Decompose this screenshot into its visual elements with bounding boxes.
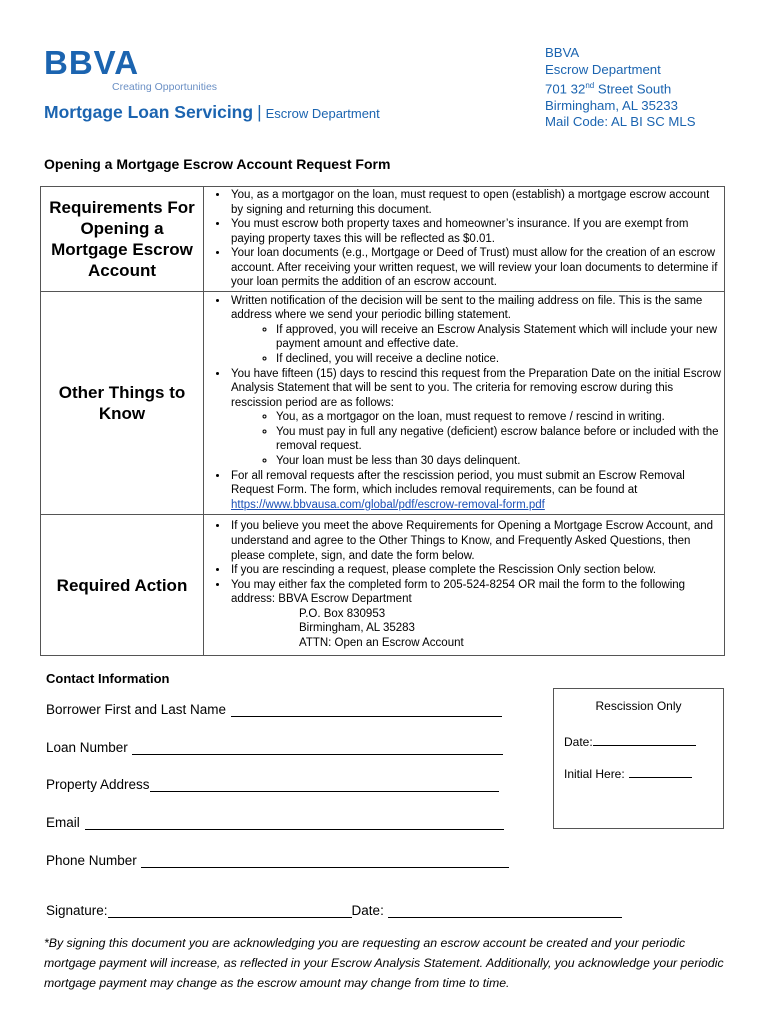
property-address-input[interactable]: [150, 777, 499, 792]
escrow-removal-form-link[interactable]: https://www.bbvausa.com/global/pdf/escrow-removal-form.pdf: [231, 498, 545, 511]
mail-line: P.O. Box 830953: [299, 607, 386, 620]
phone-number-field: [46, 853, 509, 868]
signature-date-row: [46, 903, 622, 918]
rescission-date-label: Date:: [564, 735, 593, 749]
requirement-item: • You, as a mortgagor on the loan, must request to open (establish) a mortgage escrow account by signing and returning this document.: [229, 188, 724, 217]
property-address-label: Property Address: [46, 777, 150, 792]
borrower-name-input[interactable]: [231, 702, 502, 717]
address-line-2: Escrow Department: [545, 61, 661, 77]
rescission-only-box: [553, 688, 724, 829]
borrower-name-label: Borrower First and Last Name: [46, 702, 227, 717]
rescission-title: Rescission Only: [595, 699, 682, 713]
phone-number-label: Phone Number: [46, 853, 137, 868]
address-line-5: Mail Code: AL BI SC MLS: [545, 114, 696, 130]
other-sub-item: ◦ If approved, you will receive an Escrow Analysis Statement which will include your new payment amount and effective date.: [276, 323, 724, 352]
sub-division: Escrow Department: [265, 106, 380, 121]
required-action-body: [204, 515, 725, 656]
address-line-4: Birmingham, AL 35233: [545, 97, 678, 113]
email-input[interactable]: [85, 815, 504, 830]
other-things-heading: Other Things to Know: [41, 292, 204, 515]
rescission-date-row: [564, 733, 696, 749]
email-label: Email: [46, 815, 80, 830]
form-title: Opening a Mortgage Escrow Account Request Form: [44, 156, 391, 172]
requirements-table: [40, 186, 725, 656]
division-name: Mortgage Loan Servicing: [44, 102, 254, 122]
address-line-3: 701 32nd Street South: [545, 81, 672, 97]
property-address-field: [46, 777, 499, 792]
logo-tagline: Creating Opportunities: [112, 81, 218, 93]
phone-number-input[interactable]: [141, 853, 509, 868]
contact-info-title: Contact Information: [46, 671, 170, 686]
required-action-heading: Required Action: [41, 515, 204, 656]
other-sub-item: ◦ You must pay in full any negative (deficient) escrow balance before or included with the removal request.: [276, 425, 724, 454]
date-input[interactable]: [388, 903, 622, 918]
rescission-initial-label: Initial Here:: [564, 767, 625, 781]
other-sub-item: ◦ Your loan must be less than 30 days delinquent.: [276, 454, 724, 469]
loan-number-input[interactable]: [132, 740, 503, 755]
requirements-heading: Requirements For Opening a Mortgage Escrow Account: [41, 187, 204, 292]
action-item: • You may either fax the completed form to 205-524-8254 OR mail the form to the following address: BBVA Escrow Department P.O. Box 830953 Birmingham, AL 35283 ATTN: Open an Escrow Account: [229, 578, 724, 651]
mail-line: Birmingham, AL 35283: [299, 622, 415, 635]
other-things-body: [204, 292, 725, 515]
division-separator: |: [257, 102, 262, 122]
requirement-item: • Your loan documents (e.g., Mortgage or Deed of Trust) must allow for the creation of an escrow account. After receiving your written request, we will review your loan documents to determine if your loan permits the addition of an escrow account.: [229, 246, 724, 290]
requirements-body: [204, 187, 725, 292]
required-action-row: [41, 515, 725, 656]
mail-line: ATTN: Open an Escrow Account: [299, 637, 464, 650]
rescission-date-input[interactable]: [593, 733, 696, 746]
mailing-address-block: [545, 45, 696, 131]
signature-input[interactable]: [108, 903, 352, 918]
division-title: [44, 102, 380, 123]
action-item: • If you are rescinding a request, please complete the Rescission Only section below.: [229, 563, 724, 578]
other-item: • You have fifteen (15) days to rescind this request from the Preparation Date on the initial Escrow Analysis Statement that will be sent to you. The criteria for removing escrow during this rescission period are as follows: ◦ You, as a mortgagor on the loan, must request to remove / rescind in writing. ◦ You must pay in full any negative (deficient) escrow balance before or included with the removal request. ◦ Your loan must be less than 30 days delinquent.: [229, 367, 724, 469]
other-things-row: [41, 292, 725, 515]
requirement-item: • You must escrow both property taxes and homeowner’s insurance. If you are exempt from paying property taxes this will be reflected as $0.01.: [229, 217, 724, 246]
other-sub-item: ◦ You, as a mortgagor on the loan, must request to remove / rescind in writing.: [276, 410, 724, 425]
requirements-row: [41, 187, 725, 292]
loan-number-label: Loan Number: [46, 740, 128, 755]
other-item: • For all removal requests after the rescission period, you must submit an Escrow Removal Request Form. The form, which includes removal requirements, can be found at https://www.bbvausa.com/global/pdf/escrow-removal-form.pdf: [229, 469, 724, 513]
email-field: [46, 815, 504, 830]
other-sub-item: ◦ If declined, you will receive a decline notice.: [276, 352, 724, 367]
address-line-1: BBVA: [545, 45, 580, 60]
rescission-initial-input[interactable]: [629, 765, 692, 778]
other-item: • Written notification of the decision will be sent to the mailing address on file. This is the same address where we send your periodic billing statement. ◦ If approved, you will receive an Escrow Analysis Statement which will include your new payment amount and effective date. ◦ If declined, you will receive a decline notice.: [229, 294, 724, 367]
borrower-name-field: [46, 702, 502, 717]
date-label: Date:: [351, 903, 384, 918]
rescission-initial-row: [564, 765, 692, 781]
signature-label: Signature:: [46, 903, 108, 918]
disclaimer-text: *By signing this document you are acknowledging you are requesting an escrow account be created and your periodic mortgage payment will increase, as reflected in your Escrow Analysis Statement. Additionally, you acknowledge your periodic mortgage payment may change as the escrow amount may change from time to time.: [44, 936, 724, 990]
bbva-logo: BBVA: [44, 44, 140, 81]
action-item: • If you believe you meet the above Requirements for Opening a Mortgage Escrow Account, and understand and agree to the Other Things to Know, and Frequently Asked Questions, then please complete, sign, and date the form below.: [229, 519, 724, 563]
loan-number-field: [46, 740, 503, 755]
